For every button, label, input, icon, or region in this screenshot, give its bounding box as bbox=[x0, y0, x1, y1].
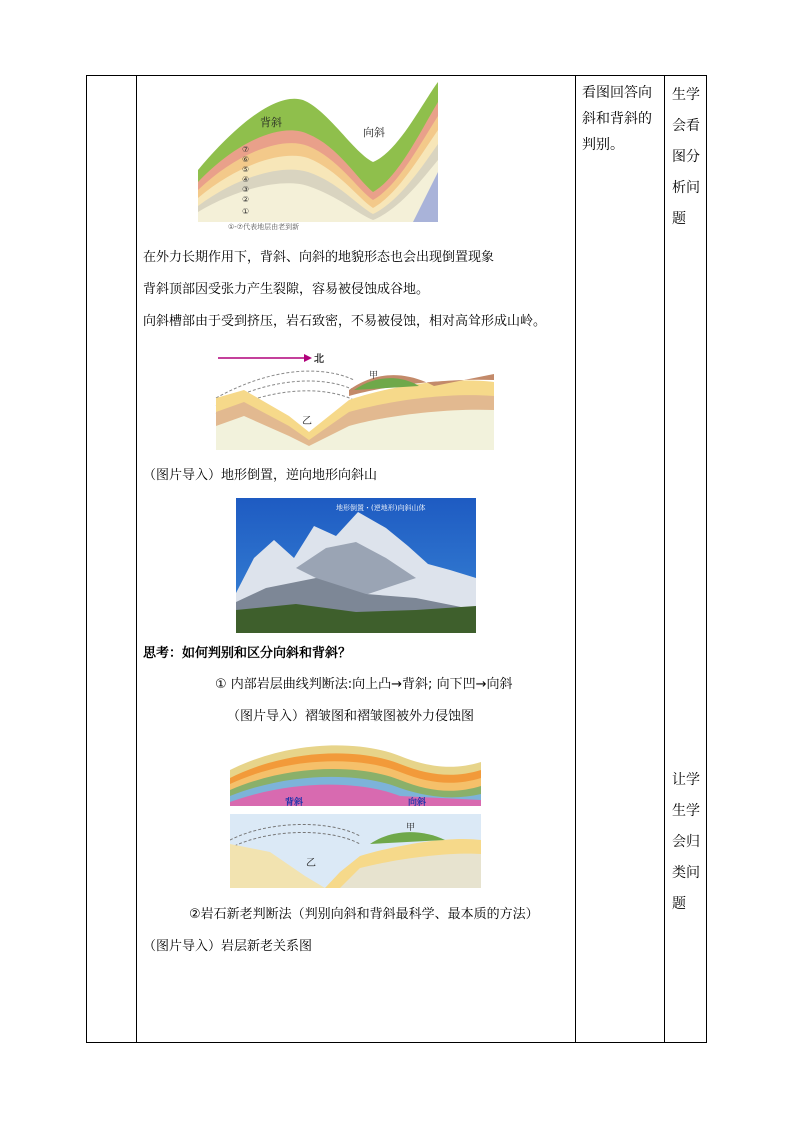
intent-line: 会看 bbox=[672, 118, 700, 134]
col-divider-1 bbox=[136, 76, 137, 1042]
activity-column bbox=[582, 80, 652, 158]
photo-title: 地形倒置・(逆地形)向斜山体 bbox=[336, 504, 426, 512]
intent-line: 题 bbox=[672, 211, 686, 227]
intent-line: 题 bbox=[672, 896, 686, 912]
intent-line: 类问 bbox=[672, 865, 700, 881]
method-1: ① 内部岩层曲线判断法:向上凸→背斜; 向下凹→向斜 bbox=[215, 677, 513, 692]
col-divider-2 bbox=[575, 76, 576, 1042]
label-anticline: 背斜 bbox=[260, 116, 282, 129]
activity-line: 判别。 bbox=[582, 137, 624, 153]
layer-number: ① bbox=[242, 207, 250, 216]
intent-line: 析问 bbox=[672, 180, 700, 196]
layer-number: ② bbox=[242, 195, 250, 204]
col-divider-3 bbox=[664, 76, 665, 1042]
layer-number: ④ bbox=[242, 175, 250, 184]
north-label: 北 bbox=[314, 354, 324, 365]
intent-column-bottom bbox=[672, 765, 700, 920]
fold-yi-label: 乙 bbox=[306, 858, 316, 869]
fold-anticline-label: 背斜 bbox=[285, 798, 304, 808]
intent-line: 生学 bbox=[672, 803, 700, 819]
paragraph-2: 背斜顶部因受张力产生裂隙，容易被侵蚀成谷地。 bbox=[143, 282, 430, 297]
inverted-terrain-diagram bbox=[214, 350, 495, 452]
activity-line: 看图回答向 bbox=[582, 85, 652, 101]
caption-inverted-terrain: （图片导入）地形倒置，逆向地形向斜山 bbox=[143, 468, 378, 483]
layer-number: ⑤ bbox=[242, 165, 250, 174]
method-1-image-note: （图片导入）褶皱图和褶皱图被外力侵蚀图 bbox=[227, 709, 475, 724]
method-2: ②岩石新老判断法（判别向斜和背斜最科学、最本质的方法） bbox=[189, 907, 539, 922]
jia-label: 甲 bbox=[369, 371, 379, 381]
intent-line: 让学 bbox=[672, 772, 700, 788]
intent-column-top bbox=[672, 80, 700, 235]
layer-number: ③ bbox=[242, 185, 250, 194]
intent-line: 会归 bbox=[672, 834, 700, 850]
layer-number: ⑥ bbox=[242, 155, 250, 164]
intent-line: 图分 bbox=[672, 149, 700, 165]
method-2-image-note: （图片导入）岩层新老关系图 bbox=[143, 939, 313, 954]
fold-diagram bbox=[198, 82, 443, 232]
activity-line: 斜和背斜的 bbox=[582, 111, 652, 127]
yi-label: 乙 bbox=[302, 416, 312, 427]
fold-jia-label: 甲 bbox=[406, 823, 416, 833]
fold-comparison-diagram bbox=[230, 740, 481, 888]
paragraph-3: 向斜槽部由于受到挤压，岩石致密，不易被侵蚀，相对高耸形成山岭。 bbox=[143, 314, 547, 329]
think-question: 思考：如何判别和区分向斜和背斜？ bbox=[143, 646, 352, 661]
intent-line: 生学 bbox=[672, 87, 700, 103]
paragraph-1: 在外力长期作用下，背斜、向斜的地貌形态也会出现倒置现象 bbox=[143, 250, 495, 265]
layer-number: ⑦ bbox=[242, 145, 250, 154]
fold-syncline-label: 向斜 bbox=[408, 798, 427, 808]
fold-caption: ①-⑦代表地层由老到新 bbox=[228, 223, 300, 231]
label-syncline: 向斜 bbox=[363, 126, 385, 139]
syncline-mountain-photo bbox=[236, 498, 476, 633]
